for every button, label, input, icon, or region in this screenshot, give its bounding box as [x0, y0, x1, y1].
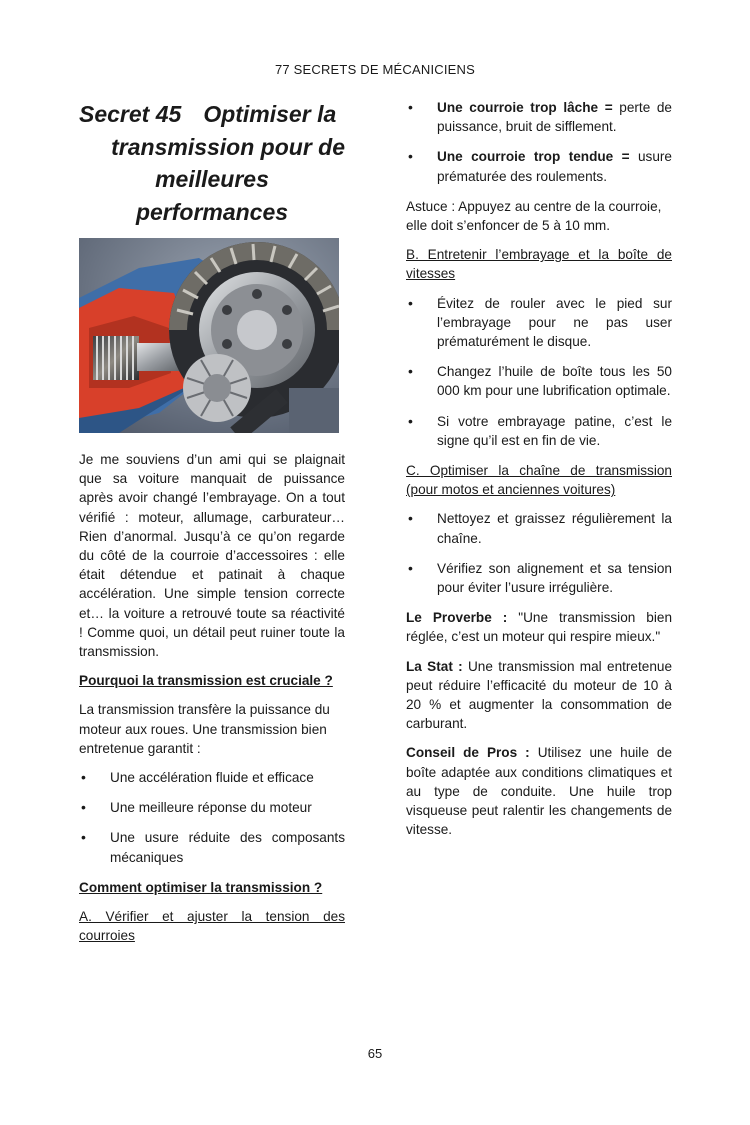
pro-advice-paragraph	[406, 743, 672, 839]
left-column	[79, 98, 345, 955]
section-b-heading: B. Entretenir l’embrayage et la boîte de vitesses	[406, 247, 672, 282]
list-item: • Nettoyez et graissez régulièrement la chaîne.	[408, 510, 672, 546]
stat-label: La Stat :	[406, 658, 463, 674]
bullet-icon: •	[408, 99, 413, 115]
tip-text: Astuce : Appuyez au centre de la courroie, elle doit s’enfoncer de 5 à 10 mm.	[406, 198, 662, 234]
gearbox-cutaway-photo	[79, 238, 339, 433]
bullet-icon: •	[408, 363, 413, 380]
heading-how-optimize: Comment optimiser la transmission ?	[79, 879, 323, 895]
list-item: • Changez l’huile de boîte tous les 50 000 km pour une lubrification optimale.	[408, 363, 672, 399]
title-line-4: performances	[135, 198, 289, 225]
list-item: • Une meilleure réponse du moteur	[79, 798, 345, 817]
bullet-icon: •	[408, 148, 413, 165]
chain-list	[406, 509, 672, 597]
bullet-icon: •	[81, 799, 86, 816]
title-secret-number: Secret 45	[79, 101, 182, 127]
bullet-icon: •	[408, 294, 413, 311]
proverb-text: "Une transmission bien réglée, c’est un moteur qui respire mieux."	[406, 610, 672, 645]
section-a-heading: A. Vérifier et ajuster la tension des courroies	[79, 909, 345, 944]
list-item: • Si votre embrayage patine, c’est le signe qu’il est en fin de vie.	[408, 412, 672, 448]
list-item: • Vérifiez son alignement et sa tension pour éviter l’usure irrégulière.	[408, 559, 672, 596]
pro-advice-label: Conseil de Pros :	[406, 745, 530, 761]
list-item: • Une courroie trop lâche = perte de puissance, bruit de sifflement.	[408, 99, 672, 135]
list-item: • Une accélération fluide et efficace	[79, 768, 345, 787]
list-item: • Évitez de rouler avec le pied sur l’embrayage pour ne pas user prématurément le disque.	[408, 294, 672, 350]
bullet-icon: •	[81, 769, 86, 786]
intro-anecdote: Je me souviens d’un ami qui se plaignait que sa voiture manquait de puissance après avoir changé l’embrayage. On a tout vérifié : moteur, allumage, carburateur… Rien d’anormal. Jusqu’à ce qu’on regarde du côté de la courroie d’accessoires : elle était détendue et patinait à chaque accélération. Une simple tension correcte et… la voiture a retrouvé toute sa réactivité ! Comme quoi, un détail peut ruiner toute la transmission.	[79, 452, 345, 660]
bullet-icon: •	[408, 412, 413, 429]
stat-text: Une transmission mal entretenue peut réduire l’efficacité du moteur de 10 à 20 % et augmenter la consommation de carburant.	[406, 658, 673, 732]
running-header: 77 SECRETS DE MÉCANICIENS	[274, 62, 476, 77]
title-line-2: transmission pour de	[111, 133, 345, 160]
benefits-list	[79, 768, 345, 867]
section-c-heading: C. Optimiser la chaîne de transmission (pour motos et anciennes voitures)	[406, 463, 672, 498]
bullet-icon: •	[81, 829, 86, 846]
heading-why-transmission: Pourquoi la transmission est cruciale ?	[79, 673, 333, 689]
stat-paragraph	[406, 657, 672, 734]
gearbox-illustration	[79, 238, 339, 433]
bullet-icon: •	[408, 510, 413, 527]
pro-advice-text: Utilisez une huile de boîte adaptée aux conditions climatiques et au type de conduite. Une huile trop visqueuse peut ralentir les changements de vitesse.	[406, 745, 673, 838]
list-item: • Une usure réduite des composants mécaniques	[81, 829, 345, 865]
page-title	[79, 98, 345, 228]
clutch-list	[406, 294, 672, 450]
right-column	[406, 98, 672, 850]
proverb-label: Le Proverbe :	[406, 610, 508, 626]
title-line-1: Optimiser la	[203, 101, 337, 127]
bullet-icon: •	[408, 559, 413, 576]
page-number: 65	[367, 1046, 383, 1061]
title-line-3: meilleures	[155, 166, 269, 192]
list-item: • Une courroie trop tendue = usure prématurée des roulements.	[408, 148, 672, 184]
why-transmission-text: La transmission transfère la puissance du moteur aux roues. Une transmission bien entretenue garantit :	[79, 702, 330, 756]
proverb-paragraph	[406, 608, 672, 646]
belt-tension-list	[406, 98, 672, 186]
